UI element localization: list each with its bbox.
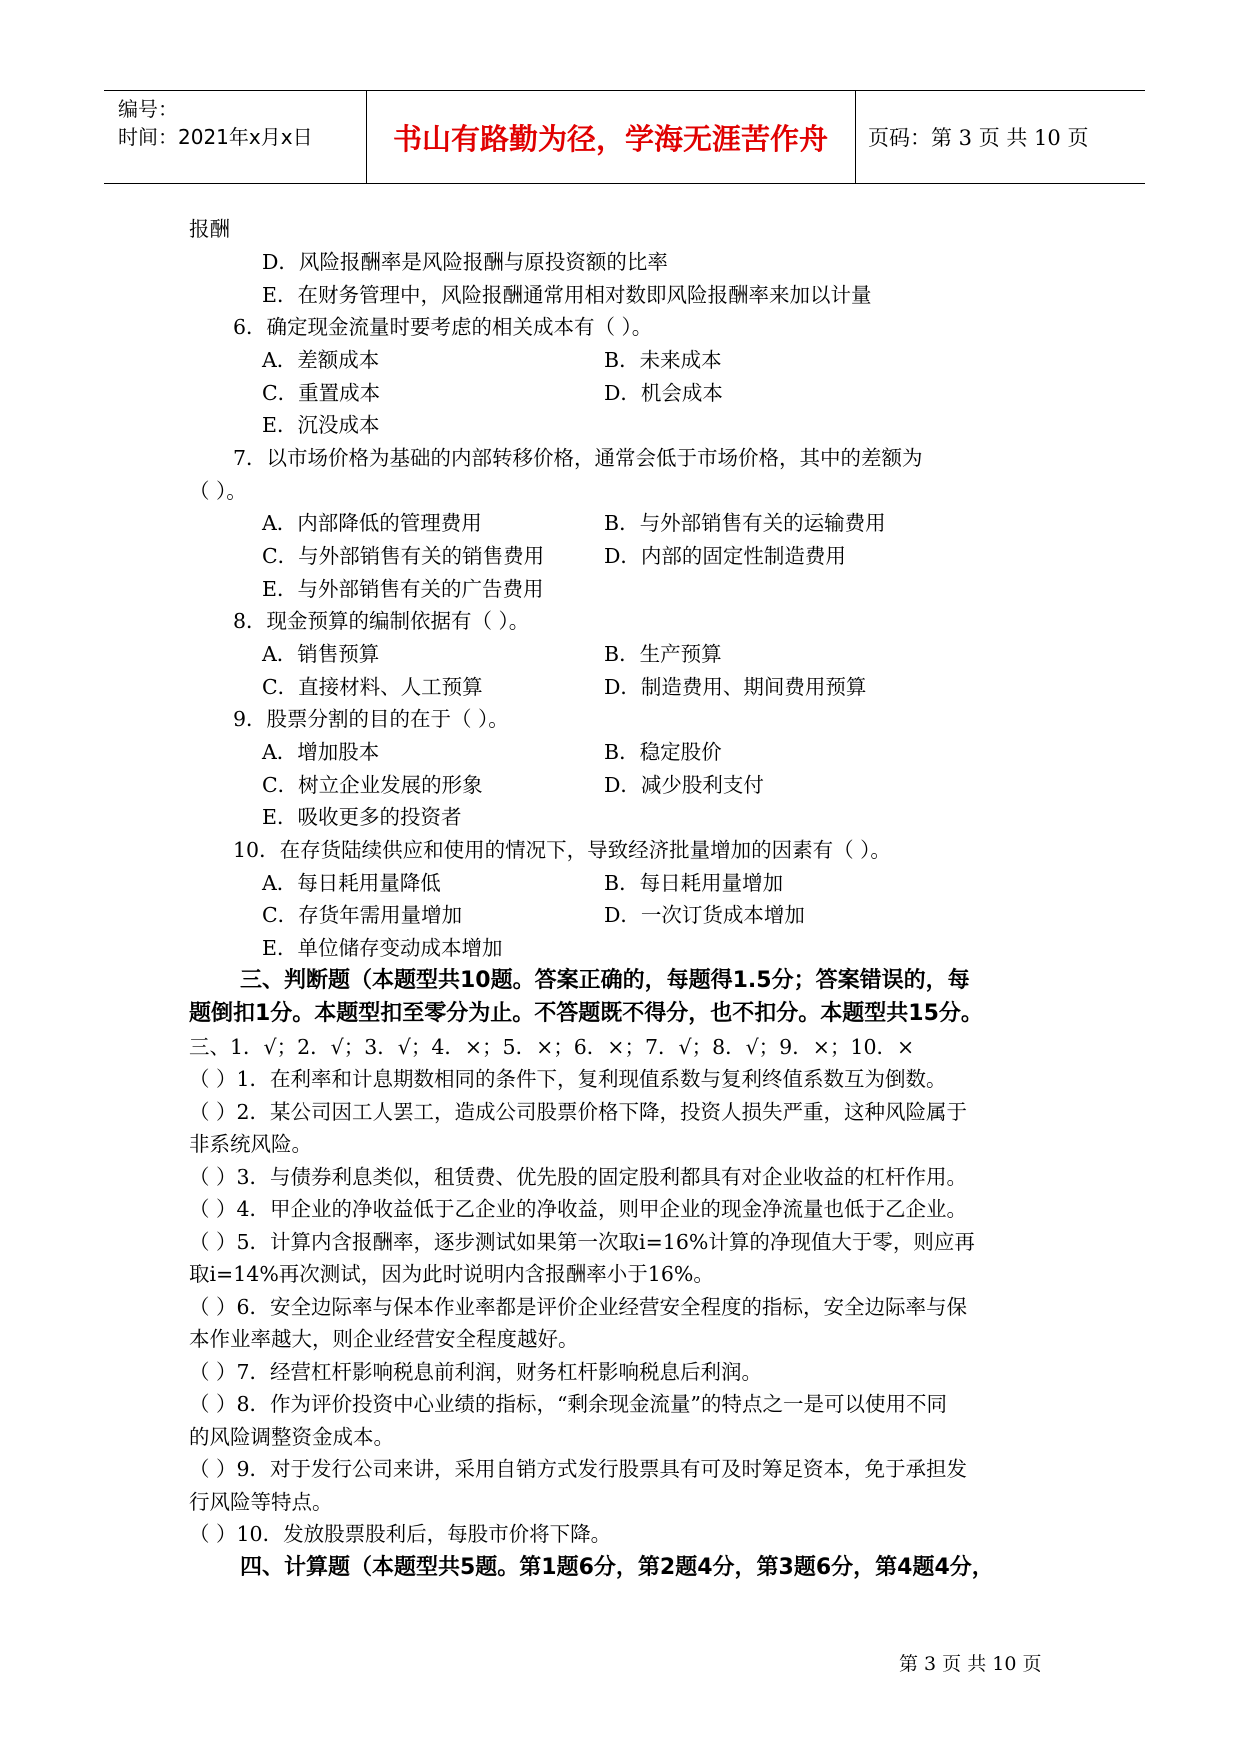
text-line: 报酬: [189, 217, 230, 241]
judgment-line: （ ）3．与债券利息类似，租赁费、优先股的固定股利都具有对企业收益的杠杆作用。: [189, 1165, 968, 1189]
judgment-line: （ ）1．在利率和计息期数相同的条件下，复利现值系数与复利终值系数互为倒数。: [189, 1067, 947, 1091]
option-line: E．沉没成本: [262, 413, 380, 437]
judgment-line: （ ）6．安全边际率与保本作业率都是评价企业经营安全程度的指标，安全边际率与保: [189, 1295, 968, 1319]
option-line: D．一次订货成本增加: [604, 903, 805, 927]
option-line: A．增加股本: [262, 740, 380, 764]
judgment-line: （ ）4．甲企业的净收益低于乙企业的净收益，则甲企业的现金净流量也低于乙企业。: [189, 1197, 968, 1221]
judgment-line: 非系统风险。: [189, 1132, 312, 1156]
option-line: B．未来成本: [604, 348, 722, 372]
question-line: 7．以市场价格为基础的内部转移价格，通常会低于市场价格，其中的差额为: [233, 446, 923, 470]
option-line: B．与外部销售有关的运输费用: [604, 511, 886, 535]
judgment-line: （ ）5．计算内含报酬率，逐步测试如果第一次取i=16%计算的净现值大于零，则应再: [189, 1230, 975, 1254]
judgment-line: 取i=14%再次测试，因为此时说明内含报酬率小于16%。: [189, 1262, 714, 1286]
option-line: D．制造费用、期间费用预算: [604, 675, 867, 699]
option-line: B．每日耗用量增加: [604, 871, 784, 895]
header-right: [856, 91, 1145, 183]
option-line: D．机会成本: [604, 381, 723, 405]
question-line: 6．确定现金流量时要考虑的相关成本有（ ）。: [233, 315, 653, 339]
question-line: 10．在存货陆续供应和使用的情况下，导致经济批量增加的因素有（ ）。: [233, 838, 891, 862]
option-line: C．与外部销售有关的销售费用: [262, 544, 545, 568]
option-line: C．直接材料、人工预算: [262, 675, 483, 699]
question-line: 8．现金预算的编制依据有（ ）。: [233, 609, 530, 633]
page-info: 页码：第 3 页 共 10 页: [868, 126, 1089, 150]
option-line: A．销售预算: [262, 642, 380, 666]
judgment-line: 的风险调整资金成本。: [189, 1425, 394, 1449]
option-line: E．吸收更多的投资者: [262, 805, 462, 829]
question-line: 9．股票分割的目的在于（ ）。: [233, 707, 509, 731]
page-footer: 第 3 页 共 10 页: [899, 1653, 1042, 1675]
judgment-line: （ ）8．作为评价投资中心业绩的指标，“剩余现金流量”的特点之一是可以使用不同: [189, 1392, 948, 1416]
header-left: [104, 91, 367, 183]
section-heading: 题倒扣1分。本题型扣至零分为止。不答题既不得分，也不扣分。本题型共15分。: [189, 1001, 983, 1026]
answer-key: 三、1．√；2．√；3．√；4．×；5．×；6．×；7．√；8．√；9．×；10．×: [189, 1035, 915, 1059]
judgment-line: （ ）10．发放股票股利后，每股市价将下降。: [189, 1522, 612, 1546]
option-line: B．稳定股价: [604, 740, 722, 764]
option-line: B．生产预算: [604, 642, 722, 666]
option-line: D．风险报酬率是风险报酬与原投资额的比率: [262, 250, 668, 274]
motto: 书山有路勤为径，学海无涯苦作舟: [392, 121, 828, 156]
judgment-line: （ ）9．对于发行公司来讲，采用自销方式发行股票具有可及时筹足资本，免于承担发: [189, 1457, 968, 1481]
judgment-line: （ ）7．经营杠杆影响税息前利润，财务杠杆影响税息后利润。: [189, 1360, 763, 1384]
section-heading: 三、判断题（本题型共10题。答案正确的，每题得1.5分；答案错误的，每: [240, 968, 970, 993]
judgment-line: 行风险等特点。: [189, 1490, 333, 1514]
judgment-line: （ ）2．某公司因工人罢工，造成公司股票价格下降，投资人损失严重，这种风险属于: [189, 1100, 968, 1124]
option-line: E．单位储存变动成本增加: [262, 936, 503, 960]
option-line: C．重置成本: [262, 381, 381, 405]
option-line: D．内部的固定性制造费用: [604, 544, 846, 568]
option-line: A．每日耗用量降低: [262, 871, 441, 895]
header-middle: [366, 91, 856, 183]
option-line: A．内部降低的管理费用: [262, 511, 482, 535]
option-line: C．树立企业发展的形象: [262, 773, 483, 797]
option-line: D．减少股利支付: [604, 773, 764, 797]
option-line: E．与外部销售有关的广告费用: [262, 577, 544, 601]
option-line: A．差额成本: [262, 348, 380, 372]
option-line: C．存货年需用量增加: [262, 903, 463, 927]
judgment-line: 本作业率越大，则企业经营安全程度越好。: [189, 1327, 579, 1351]
number-label: 编号：: [118, 97, 178, 121]
option-line: E．在财务管理中，风险报酬通常用相对数即风险报酬率来加以计量: [262, 283, 872, 307]
page-header: [104, 90, 1145, 184]
question-line: （ ）。: [189, 479, 247, 503]
section-heading: 四、计算题（本题型共5题。第1题6分，第2题4分，第3题6分，第4题4分，: [240, 1555, 994, 1580]
time-label: 时间：2021年x月x日: [118, 125, 313, 149]
